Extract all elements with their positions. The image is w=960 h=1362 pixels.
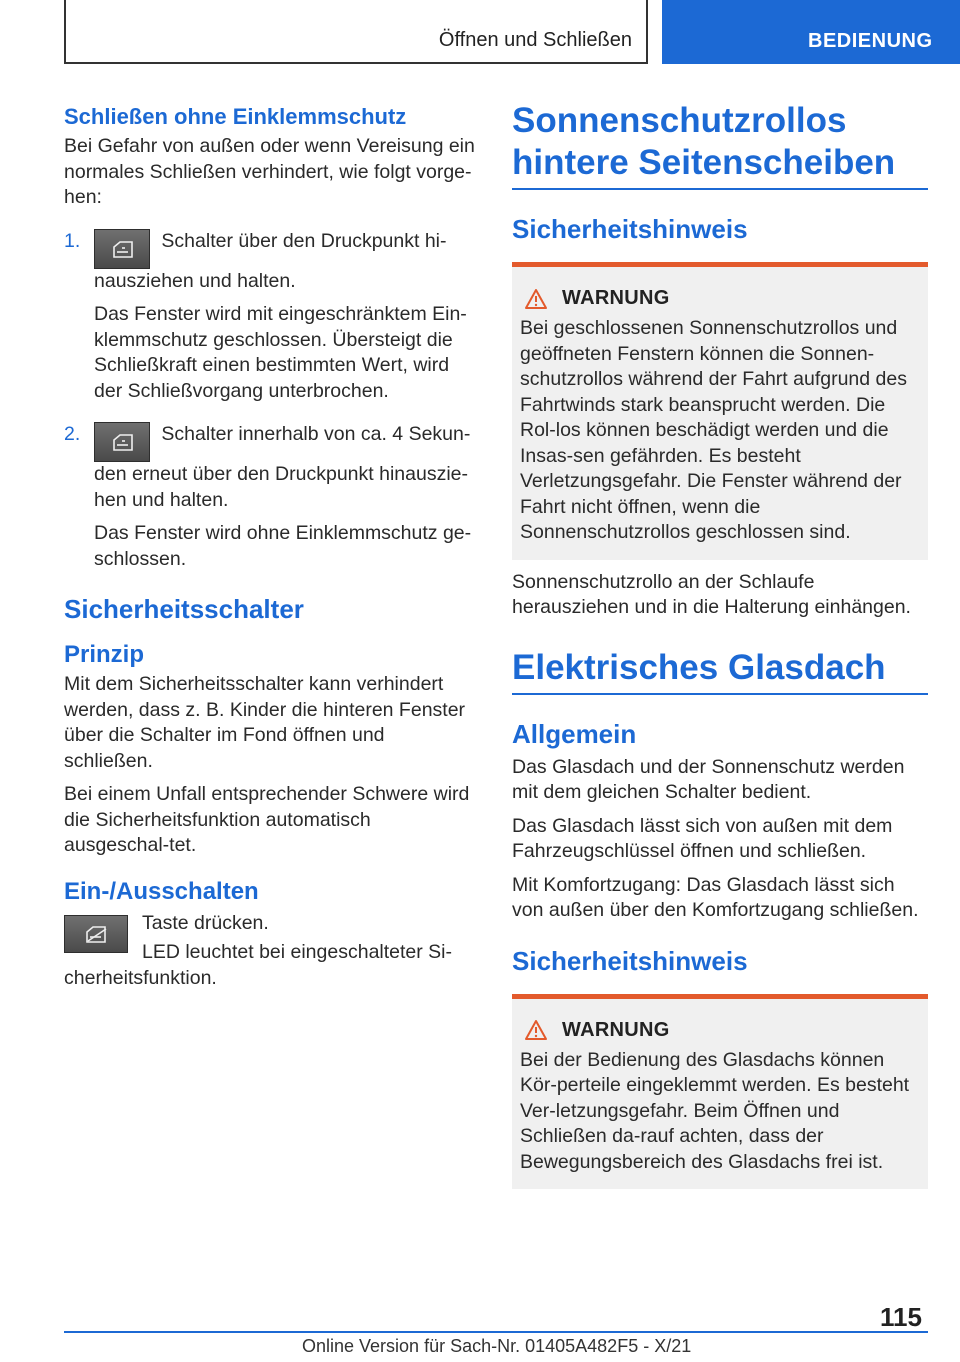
- header-section-title: BEDIENUNG: [808, 30, 933, 52]
- allgemein-paragraph-1: Das Glasdach und der Sonnenschutz werden mit dem gleichen Schalter bedient.: [512, 755, 905, 803]
- header-chapter-title: Öffnen und Schließen: [438, 29, 632, 51]
- warning-text-2: Bei der Bedienung des Glasdachs können Kör-perteile eingeklemmt werden. Es besteht Ver-letzungsgefahr. Beim Öffnen und Schließen da-rauf achten, dass der Bewegungsbereich des Glasdachs frei ist.: [520, 1048, 910, 1173]
- step-2: [64, 422, 476, 572]
- heading-sonnenschutzrollos: Sonnenschutzrollos hintere Seitenscheiben: [512, 100, 928, 190]
- warning-box-1: [512, 262, 928, 560]
- footer-online-version: Online Version für Sach-Nr. 01405A482F5 - X/21: [302, 1336, 692, 1356]
- window-switch-icon: [94, 229, 150, 269]
- step-2-text: Schalter innerhalb von ca. 4 Sekun-den erneut über den Druckpunkt hinauszie-hen und halten.: [94, 423, 471, 511]
- safety-switch-icon: [64, 915, 128, 953]
- prinzip-paragraph-1: Mit dem Sicherheitsschalter kann verhindert werden, dass z. B. Kinder die hinteren Fenster über die Schalter im Fond öffnen und schließen.: [64, 673, 466, 772]
- step-1-note: Das Fenster wird mit eingeschränktem Ein-klemmschutz geschlossen. Übersteigt die Schließkraft einen bestimmten Wert, wird der Schließvorgang unterbrochen.: [94, 303, 467, 402]
- step-1: [64, 229, 476, 405]
- ein-ausschalten-step: Taste drücken.: [142, 911, 269, 934]
- step-1-number: 1.: [64, 229, 81, 252]
- heading-elektrisches-glasdach: Elektrisches Glasdach: [512, 647, 928, 695]
- heading-prinzip: Prinzip: [64, 641, 145, 668]
- allgemein-paragraph-2: Das Glasdach lässt sich von außen mit dem Fahrzeugschlüssel öffnen und schließen.: [512, 814, 893, 862]
- heading-sicherheitshinweis-1: Sicherheitshinweis: [512, 214, 748, 244]
- heading-allgemein: Allgemein: [512, 718, 637, 749]
- allgemein-paragraph-3: Mit Komfortzugang: Das Glasdach lässt sich von außen über den Komfortzugang schließen.: [512, 873, 919, 921]
- right-column: [512, 100, 928, 1189]
- heading-sicherheitshinweis-2: Sicherheitshinweis: [512, 945, 748, 976]
- header-section-tab: [662, 0, 960, 64]
- heading-ein-ausschalten: Ein-/Ausschalten: [64, 877, 259, 905]
- warning-triangle-icon: [524, 288, 548, 310]
- prinzip-paragraph-2: Bei einem Unfall entsprechender Schwere wird die Sicherheitsfunktion automatisch ausgeschal-tet.: [64, 783, 470, 856]
- header-chapter-box: [64, 0, 648, 64]
- window-switch-icon: [94, 422, 150, 462]
- ein-ausschalten-block: [64, 911, 476, 937]
- step-2-note: Das Fenster wird ohne Einklemmschutz ge-schlossen.: [94, 522, 472, 570]
- step-1-text: Schalter über den Druckpunkt hi-nausziehen und halten.: [94, 229, 447, 292]
- led-paragraph: LED leuchtet bei eingeschalteter Si-cherheitsfunktion.: [64, 941, 453, 989]
- page-number: 115: [880, 1302, 922, 1332]
- heading-sicherheitsschalter: Sicherheitsschalter: [64, 594, 304, 624]
- warning-triangle-icon: [524, 1019, 548, 1041]
- warning-text-1: Bei geschlossenen Sonnenschutzrollos und geöffneten Fenstern können die Sonnen-schutzrollos während der Fahrt aufgrund des Fahrtwinds stark beansprucht werden. Die Rol-los können beschädigt werden und die Insas-sen gefährden. Es besteht Verletzungsgefahr. Die Fenster während der Fahrt nicht öffnen, wenn die Sonnenschutzrollos geschlossen sind.: [520, 317, 907, 543]
- intro-paragraph: Bei Gefahr von außen oder wenn Vereisung ein normales Schließen verhindert, wie folgt vorge-hen:: [64, 135, 475, 208]
- step-2-number: 2.: [64, 423, 81, 445]
- heading-schliessen-ohne-einklemmschutz: Schließen ohne Einklemmschutz: [64, 104, 407, 129]
- warning-box-2: [512, 994, 928, 1190]
- footer-divider: [64, 1331, 928, 1333]
- left-column: [64, 100, 476, 999]
- sonnenschutz-paragraph: Sonnenschutzrollo an der Schlaufe herausziehen und in die Halterung einhängen.: [512, 570, 911, 618]
- warning-label-1: WARNUNG: [562, 287, 670, 309]
- warning-label-2: WARNUNG: [562, 1018, 670, 1041]
